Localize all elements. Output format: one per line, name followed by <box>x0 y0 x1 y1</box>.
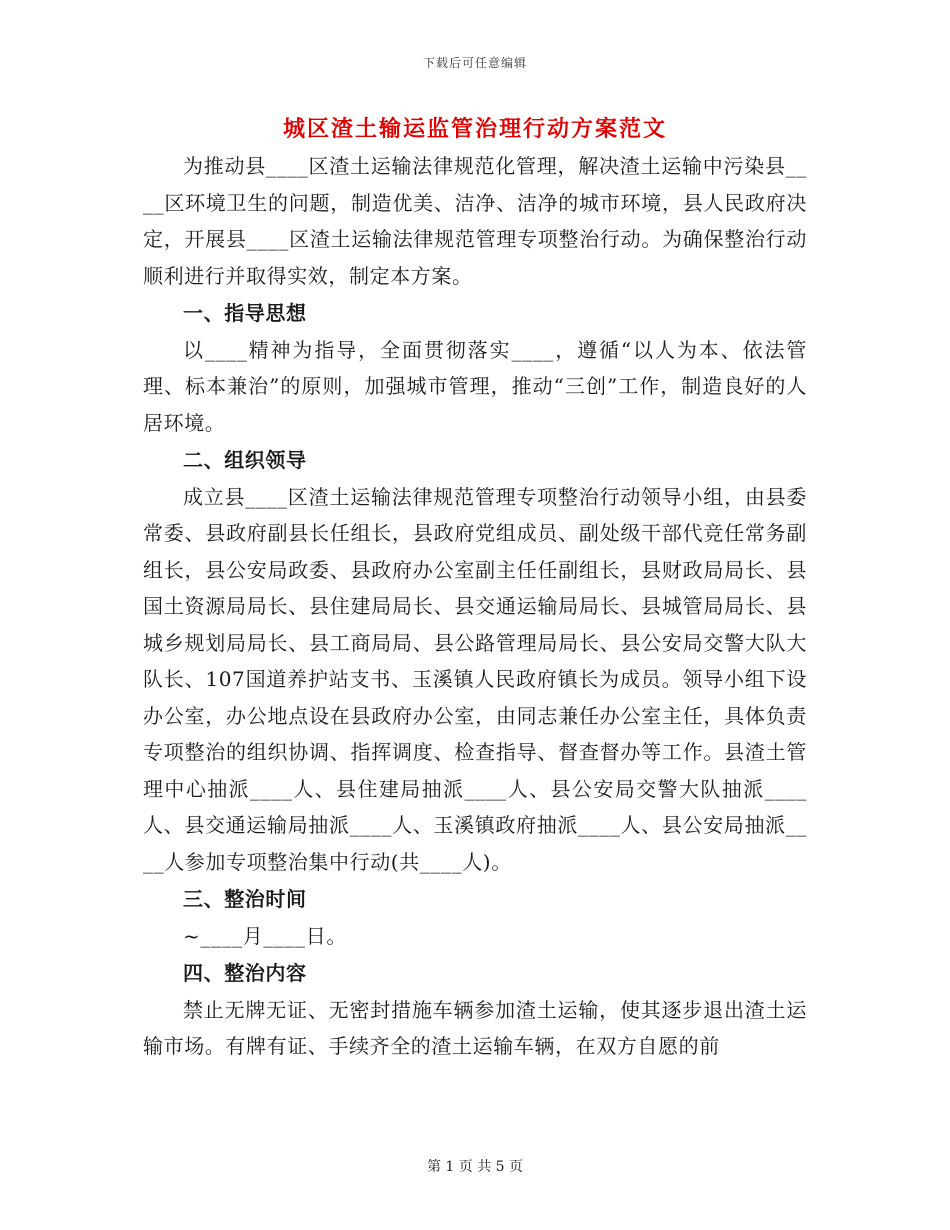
section-heading-schedule: 三、整治时间 <box>183 887 307 911</box>
section-body-schedule: ~____月____日。 <box>183 923 347 948</box>
section-heading-organization: 二、组织领导 <box>183 448 307 472</box>
intro-paragraph: 为推动县____区渣土运输法律规范化管理，解决渣土运输中污染县____区环境卫生的问题，制造优美、洁净、洁净的城市环境，县人民政府决定，开展县____区渣土运输法律规范管理专项整治行动。为确保整治行动顺利进行并取得实效，制定本方案。 <box>143 154 807 288</box>
document-body <box>143 148 807 1065</box>
header-note: 下载后可任意编辑 <box>422 56 527 70</box>
page-footer: 第 1 页 共 5 页 <box>426 1159 524 1175</box>
section-heading-content: 四、整治内容 <box>183 961 307 985</box>
section-body-content: 禁止无牌无证、无密封措施车辆参加渣土运输，使其逐步退出渣土运输市场。有牌有证、手续齐全的渣土运输车辆，在双方自愿的前 <box>143 997 807 1058</box>
section-heading-guiding-ideology: 一、指导思想 <box>183 301 307 325</box>
section-body-organization: 成立县____区渣土运输法律规范管理专项整治行动领导小组，由县委常委、县政府副县长任组长，县政府党组成员、副处级干部代竞任常务副组长，县公安局政委、县政府办公室副主任任副组长，县财政局局长、县国土资源局局长、县住建局局长、县交通运输局局长、县城管局局长、县城乡规划局局长、县工商局局、县公路管理局局长、县公安局交警大队大队长、107国道养护站支书、玉溪镇人民政府镇长为成员。领导小组下设办公室，办公地点设在县政府办公室，由同志兼任办公室主任，具体负责专项整治的组织协调、指挥调度、检查指导、督查督办等工作。县渣土管理中心抽派____人、县住建局抽派____人、县公安局交警大队抽派____人、县交通运输局抽派____人、玉溪镇政府抽派____人、县公安局抽派____人参加专项整治集中行动(共____人)。 <box>143 484 807 874</box>
section-body-guiding-ideology: 以____精神为指导，全面贯彻落实____，遵循“以人为本、依法管理、标本兼治”的原则，加强城市管理，推动“三创”工作，制造良好的人居环境。 <box>143 337 807 435</box>
document-title: 城区渣土输运监管治理行动方案范文 <box>282 116 667 142</box>
